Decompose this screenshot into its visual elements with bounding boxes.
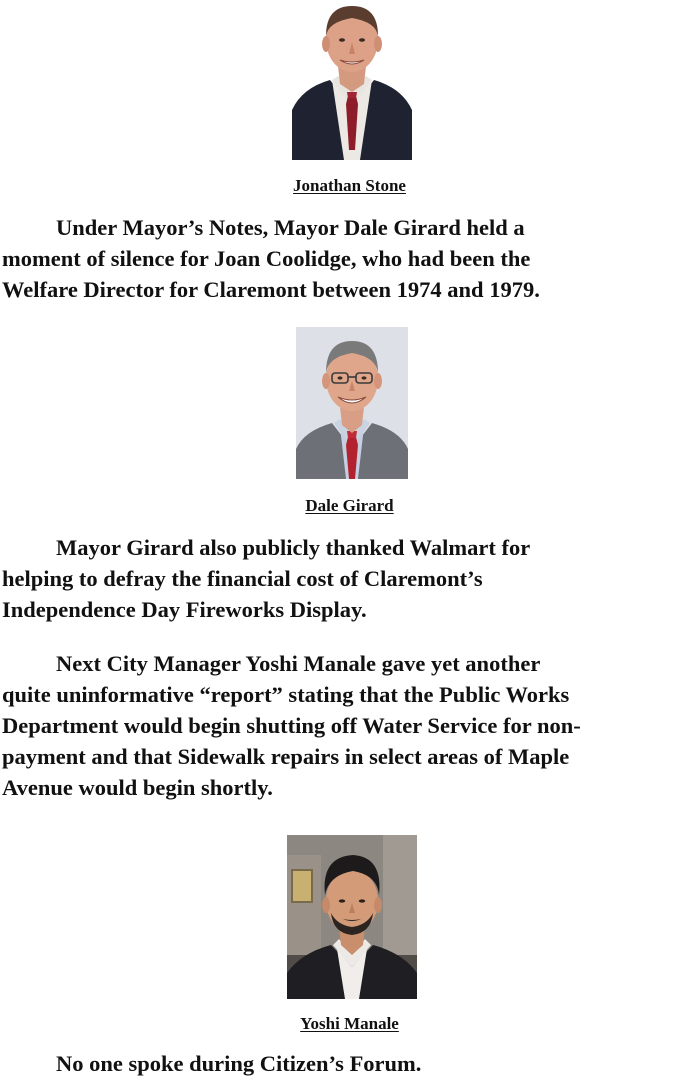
portrait-photo-yoshi-manale: [287, 835, 417, 999]
text-line: payment and that Sidewalk repairs in select areas of Maple: [2, 744, 570, 769]
text-line: Mayor Girard also publicly thanked Walmart for: [56, 535, 531, 560]
article-paragraph: [2, 1048, 697, 1079]
photo-caption: Jonathan Stone: [293, 176, 406, 195]
text-line: Avenue would begin shortly.: [2, 775, 273, 800]
portrait-photo-jonathan-stone: [292, 0, 412, 160]
article-paragraph: [2, 212, 697, 305]
text-line: Independence Day Fireworks Display.: [2, 597, 367, 622]
text-line: Department would begin shutting off Water Service for non-: [2, 713, 581, 738]
text-line: Welfare Director for Claremont between 1974 and 1979.: [2, 277, 540, 302]
person-portrait-icon: [296, 327, 408, 479]
article-paragraph: [2, 532, 697, 625]
text-line: helping to defray the financial cost of Claremont’s: [2, 566, 483, 591]
text-line: moment of silence for Joan Coolidge, who had been the: [2, 246, 531, 271]
photo-caption: Dale Girard: [305, 496, 394, 515]
photo-caption: Yoshi Manale: [300, 1014, 399, 1033]
text-line: Under Mayor’s Notes, Mayor Dale Girard held a: [56, 215, 525, 240]
person-portrait-icon: [287, 835, 417, 999]
article-paragraph: [2, 648, 697, 803]
portrait-photo-dale-girard: [296, 327, 408, 479]
person-portrait-icon: [292, 0, 412, 160]
text-line: quite uninformative “report” stating that the Public Works: [2, 682, 570, 707]
text-line: No one spoke during Citizen’s Forum.: [56, 1051, 422, 1076]
text-line: Next City Manager Yoshi Manale gave yet another: [56, 651, 541, 676]
